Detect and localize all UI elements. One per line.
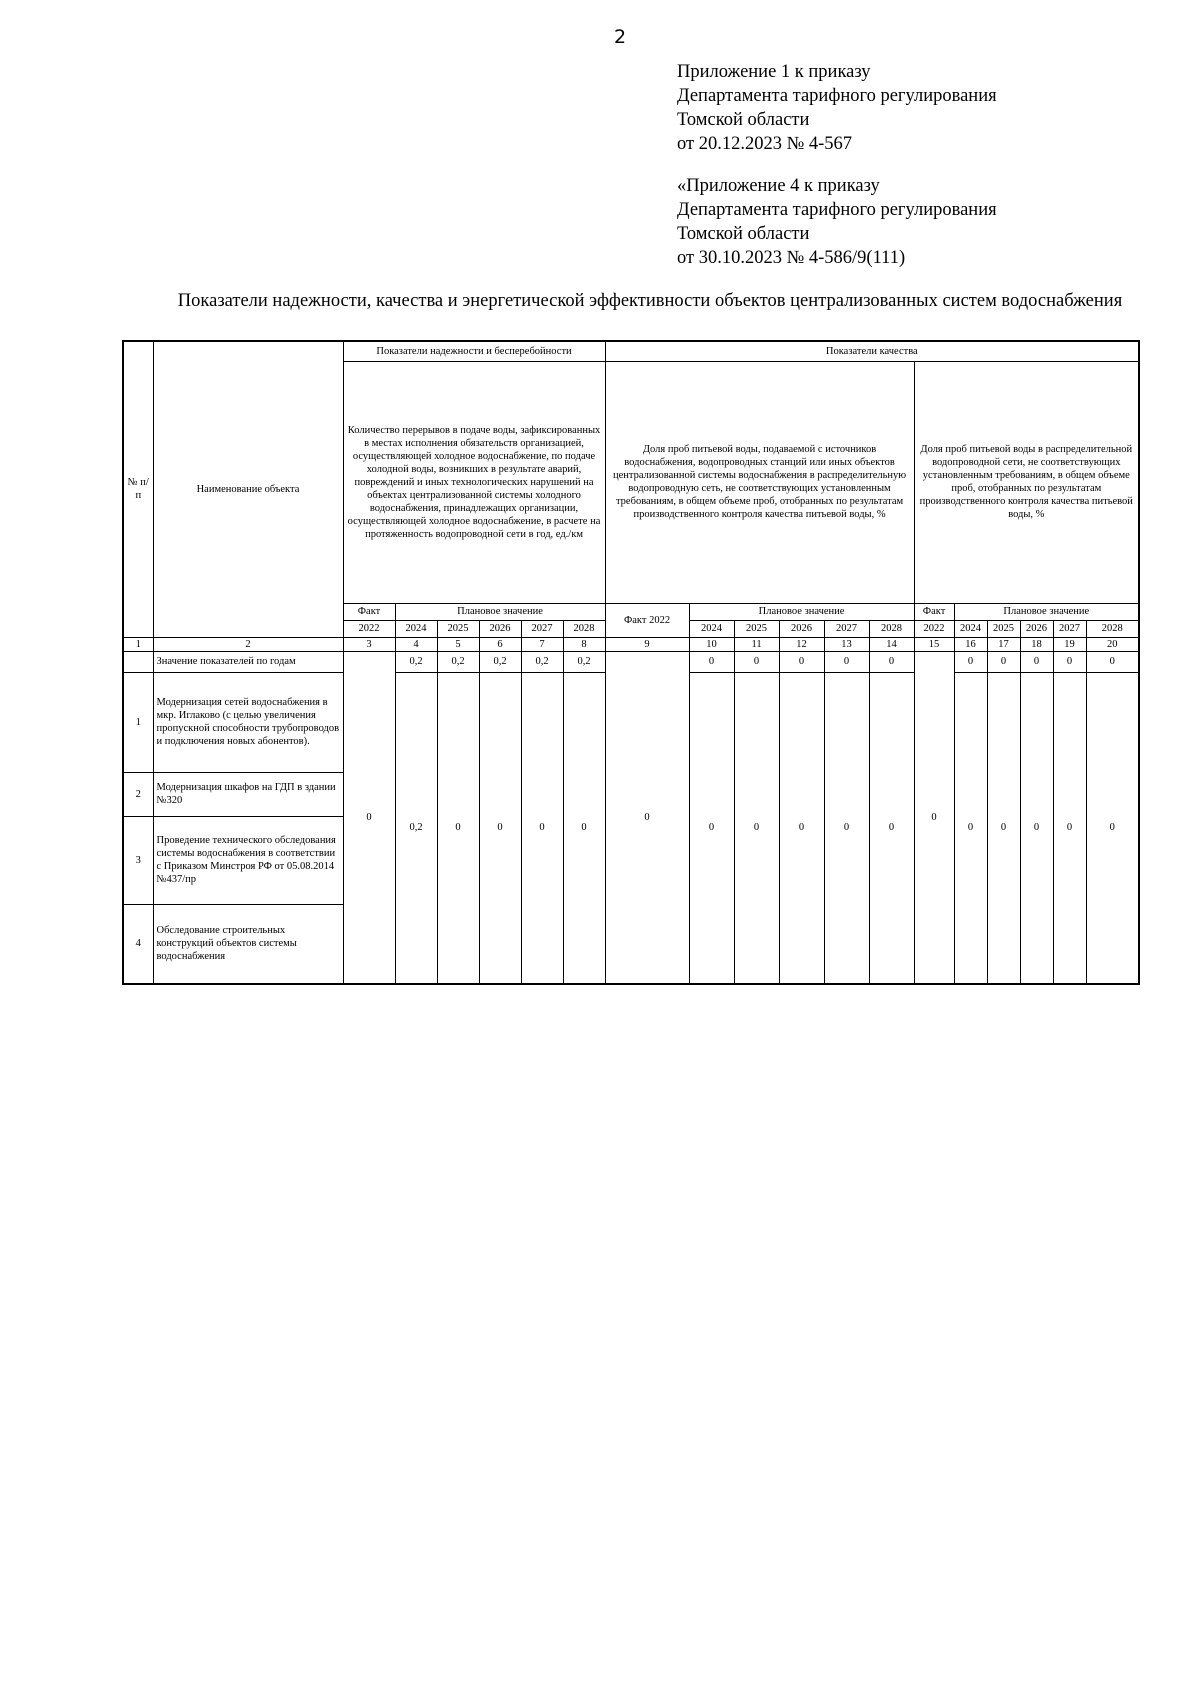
column-number: 14	[869, 637, 914, 651]
summary-value: 0,2	[563, 651, 605, 672]
column-number: 18	[1020, 637, 1053, 651]
year-cell: 2025	[987, 620, 1020, 637]
planned-label: Плановое значение	[954, 603, 1139, 620]
column-number: 20	[1086, 637, 1139, 651]
desc-quality-network: Доля проб питьевой воды в распределительной водопроводной сети, не соответствующих установленным требованиям, в общем объеме проб, отобранных по результатам производственного контроля качества питьевой воды, %	[914, 361, 1139, 603]
object-num: 1	[123, 672, 153, 772]
object-num: 2	[123, 772, 153, 816]
column-number: 8	[563, 637, 605, 651]
fact-label: Факт	[343, 603, 395, 620]
summary-value: 0	[1020, 651, 1053, 672]
merged-value: 0	[824, 672, 869, 984]
summary-label: Значение показателей по годам	[153, 651, 343, 672]
reliability-fact-value: 0	[343, 651, 395, 984]
object-name: Проведение технического обследования системы водоснабжения в соответствии с Приказом Минстроя РФ от 05.08.2014 №437/пр	[153, 816, 343, 904]
year-cell: 2027	[824, 620, 869, 637]
quality-network-fact-value: 0	[914, 651, 954, 984]
year-cell: 2024	[395, 620, 437, 637]
col-num-header: № п/п	[123, 341, 153, 637]
summary-value: 0	[1086, 651, 1139, 672]
merged-value: 0	[779, 672, 824, 984]
column-number: 9	[605, 637, 689, 651]
merged-value: 0	[479, 672, 521, 984]
object-num: 4	[123, 904, 153, 984]
page-number: 2	[613, 26, 627, 48]
annex-original-header	[677, 174, 997, 270]
summary-value: 0,2	[395, 651, 437, 672]
summary-value: 0	[954, 651, 987, 672]
indicators-table	[122, 340, 1140, 985]
fact-year: 2022	[343, 620, 395, 637]
year-cell: 2025	[734, 620, 779, 637]
object-num: 3	[123, 816, 153, 904]
summary-value: 0,2	[521, 651, 563, 672]
year-cell: 2026	[779, 620, 824, 637]
column-number: 12	[779, 637, 824, 651]
column-number: 10	[689, 637, 734, 651]
annex-original-line: Департамента тарифного регулирования	[677, 200, 997, 220]
summary-value: 0	[824, 651, 869, 672]
year-cell: 2028	[1086, 620, 1139, 637]
merged-value: 0	[1086, 672, 1139, 984]
group-reliability-header: Показатели надежности и бесперебойности	[343, 341, 605, 361]
year-cell: 2028	[563, 620, 605, 637]
desc-quality-source: Доля проб питьевой воды, подаваемой с источников водоснабжения, водопроводных станций или иных объектов централизованной системы водоснабжения в распределительную водопроводную сеть, не соответствующих установленным требованиям, в общем объеме проб, отобранных по результатам производственного контроля качества питьевой воды, %	[605, 361, 914, 603]
object-name: Модернизация шкафов на ГДП в здании №320	[153, 772, 343, 816]
column-number: 11	[734, 637, 779, 651]
year-cell: 2025	[437, 620, 479, 637]
column-numbers-row	[123, 637, 1139, 651]
column-number: 6	[479, 637, 521, 651]
merged-value: 0	[954, 672, 987, 984]
fact-year: 2022	[914, 620, 954, 637]
merged-value: 0	[1053, 672, 1086, 984]
year-cell: 2026	[1020, 620, 1053, 637]
year-cell: 2026	[479, 620, 521, 637]
summary-value: 0	[734, 651, 779, 672]
summary-value: 0	[869, 651, 914, 672]
annex-current-line: Томской области	[677, 110, 810, 130]
header-row-groups	[123, 341, 1139, 361]
merged-value: 0,2	[395, 672, 437, 984]
fact-2022-label: Факт 2022	[605, 603, 689, 637]
summary-value: 0	[987, 651, 1020, 672]
column-number: 2	[153, 637, 343, 651]
summary-value: 0	[779, 651, 824, 672]
year-cell: 2024	[689, 620, 734, 637]
column-number: 7	[521, 637, 563, 651]
col-name-header: Наименование объекта	[153, 341, 343, 637]
summary-value: 0	[1053, 651, 1086, 672]
merged-value: 0	[869, 672, 914, 984]
annex-current-line: Департамента тарифного регулирования	[677, 86, 997, 106]
summary-value: 0,2	[479, 651, 521, 672]
object-name: Обследование строительных конструкций объектов системы водоснабжения	[153, 904, 343, 984]
merged-value: 0	[437, 672, 479, 984]
year-cell: 2024	[954, 620, 987, 637]
annex-original-line: от 30.10.2023 № 4-586/9(111)	[677, 248, 906, 268]
annex-current-line: от 20.12.2023 № 4-567	[677, 134, 853, 154]
column-number: 5	[437, 637, 479, 651]
year-cell: 2027	[521, 620, 563, 637]
document-title: Показатели надежности, качества и энергетической эффективности объектов централизованных систем водоснабжения	[177, 291, 1123, 311]
planned-label: Плановое значение	[689, 603, 914, 620]
summary-value: 0,2	[437, 651, 479, 672]
merged-value: 0	[987, 672, 1020, 984]
merged-value: 0	[563, 672, 605, 984]
column-number: 1	[123, 637, 153, 651]
annex-original-line: Томской области	[677, 224, 810, 244]
group-quality-header: Показатели качества	[605, 341, 1139, 361]
annex-current-header	[677, 60, 997, 156]
planned-label: Плановое значение	[395, 603, 605, 620]
column-number: 16	[954, 637, 987, 651]
column-number: 19	[1053, 637, 1086, 651]
column-number: 3	[343, 637, 395, 651]
year-cell: 2028	[869, 620, 914, 637]
merged-value: 0	[1020, 672, 1053, 984]
desc-reliability: Количество перерывов в подаче воды, зафиксированных в местах исполнения обязательств организацией, осуществляющей холодное водоснабжение, по подаче холодной воды, возникших в результате аварий, повреждений и иных технологических нарушений на объектах централизованной системы холодного водоснабжения, принадлежащих организации, осуществляющей холодное водоснабжение, в расчете на протяженность водопроводной сети в год, ед./км	[343, 361, 605, 603]
merged-value: 0	[689, 672, 734, 984]
column-number: 13	[824, 637, 869, 651]
annex-original-line: «Приложение 4 к приказу	[677, 176, 880, 196]
column-number: 17	[987, 637, 1020, 651]
column-number: 4	[395, 637, 437, 651]
merged-value: 0	[521, 672, 563, 984]
summary-num-cell	[123, 651, 153, 672]
summary-value: 0	[689, 651, 734, 672]
object-name: Модернизация сетей водоснабжения в мкр. Иглаково (с целью увеличения пропускной способности трубопроводов и подключения новых абонентов).	[153, 672, 343, 772]
annex-current-line: Приложение 1 к приказу	[677, 62, 871, 82]
quality-source-fact-value: 0	[605, 651, 689, 984]
year-cell: 2027	[1053, 620, 1086, 637]
summary-row	[123, 651, 1139, 672]
column-number: 15	[914, 637, 954, 651]
merged-value: 0	[734, 672, 779, 984]
fact-label: Факт	[914, 603, 954, 620]
